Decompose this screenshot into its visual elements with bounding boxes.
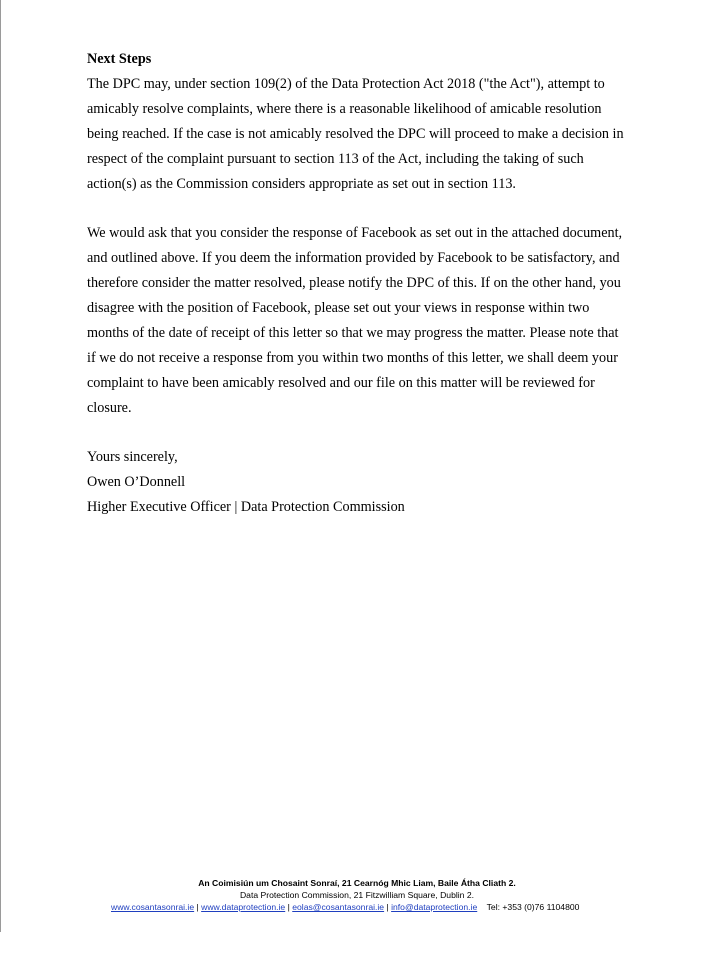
paragraph-request-response: We would ask that you consider the response of Facebook as set out in the attached document, and outlined above. If you deem the information provided by Facebook to be satisfactory, and therefore consider the matter resolved, please notify the DPC of this. If on the other hand, you disagree with the position of Facebook, please set out your views in response within two months of the date of receipt of this letter so that we may progress the matter. Please note that if we do not receive a response from you within two months of this letter, we shall deem your complaint to have been amicably resolved and our file on this matter will be reviewed for closure. [87,225,623,416]
closing-salutation: Yours sincerely, [87,449,178,465]
letter-body [87,47,627,520]
footer-link-cosantasonrai[interactable]: www.cosantasonrai.ie [111,902,195,912]
footer-link-dataprotection[interactable]: www.dataprotection.ie [201,902,286,912]
signatory-title: Higher Executive Officer | Data Protection Commission [87,499,405,515]
footer-email-info[interactable]: info@dataprotection.ie [391,902,478,912]
page-left-border [0,0,1,932]
footer-telephone: Tel: +353 (0)76 1104800 [486,902,580,912]
footer-contact-line [0,901,714,913]
section-heading: Next Steps [87,51,152,67]
footer-separator: | [386,902,389,912]
footer-separator: | [196,902,199,912]
paragraph-amicable-resolution: The DPC may, under section 109(2) of the Data Protection Act 2018 ("the Act"), attempt to amicably resolve complaints, where there is a reasonable likelihood of amicable resolution being reached. If the case is not amicably resolved the DPC will proceed to make a decision in respect of the complaint pursuant to section 113 of the Act, including the taking of such action(s) as the Commission considers appropriate as set out in section 113. [87,76,624,192]
footer-english-address: Data Protection Commission, 21 Fitzwilliam Square, Dublin 2. [239,890,475,900]
letterhead-footer [0,877,714,913]
footer-email-eolas[interactable]: eolas@cosantasonrai.ie [292,902,385,912]
footer-irish-address: An Coimisiún um Chosaint Sonraí, 21 Cearnóg Mhic Liam, Baile Átha Cliath 2. [198,878,516,888]
signatory-name: Owen O’Donnell [87,474,186,490]
footer-separator: | [287,902,290,912]
